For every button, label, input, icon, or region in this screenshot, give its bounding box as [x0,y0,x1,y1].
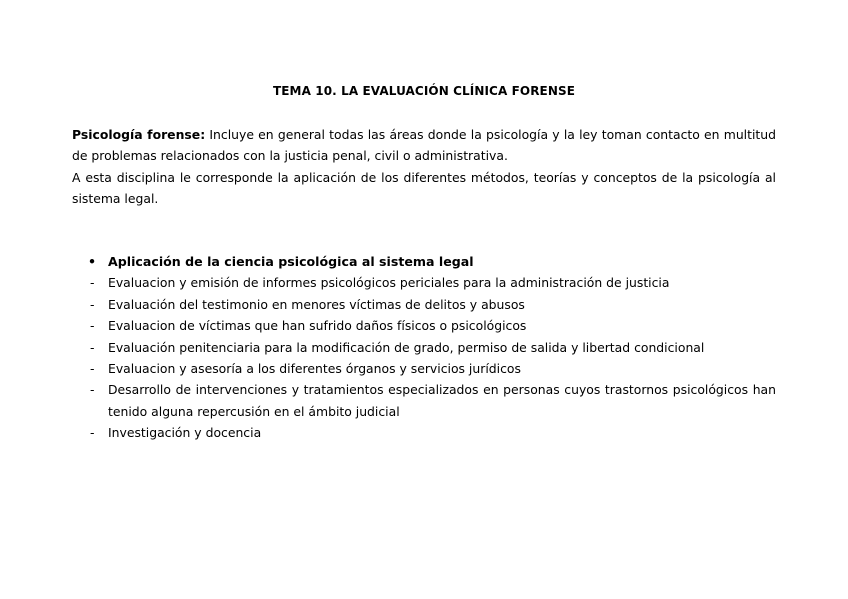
scope-paragraph: A esta disciplina le corresponde la aplicación de los diferentes métodos, teorías y conceptos de la psicología al sistema legal. [72,169,776,207]
dash-icon: - [90,275,95,291]
list-item-text: Evaluación penitenciaria para la modificación de grado, permiso de salida y libertad condicional [108,339,705,355]
dash-icon: - [90,425,95,441]
intro-section [72,124,776,210]
dash-icon: - [90,361,95,377]
list-item [72,315,776,336]
dash-icon: - [90,382,95,398]
list-item-text: Evaluacion y emisión de informes psicológicos periciales para la administración de justicia [108,275,670,291]
dash-icon: - [90,318,95,334]
definition-text: Incluye en general todas las áreas donde la psicología y la ley toman contacto en multitud de problemas relacionados con la justicia penal, civil o administrativa. [72,127,776,164]
applications-section [72,251,776,444]
list-item [72,294,776,315]
list-item [72,422,776,443]
dash-icon: - [90,296,95,312]
list-item-text: Evaluacion y asesoría a los diferentes órganos y servicios jurídicos [108,361,521,377]
bullet-icon: • [88,254,97,269]
dash-icon: - [90,339,95,355]
list-item [72,358,776,379]
list-item-text: Evaluación del testimonio en menores víctimas de delitos y abusos [108,296,525,312]
list-item [72,379,776,422]
applications-list [72,272,776,443]
list-item-text: Evaluacion de víctimas que han sufrido daños físicos o psicológicos [108,318,527,334]
list-item [72,272,776,293]
definition-paragraph [72,124,776,167]
list-item-text: Investigación y docencia [108,425,262,441]
definition-term: Psicología forense: [72,127,206,142]
document-title: TEMA 10. LA EVALUACIÓN CLÍNICA FORENSE [272,84,576,98]
section-heading-row [72,251,776,272]
section-heading: Aplicación de la ciencia psicológica al sistema legal [108,254,474,269]
list-item [72,337,776,358]
list-item-text: Desarrollo de intervenciones y tratamientos especializados en personas cuyos trastornos psicológicos han tenido alguna repercusión en el ámbito judicial [108,382,776,419]
